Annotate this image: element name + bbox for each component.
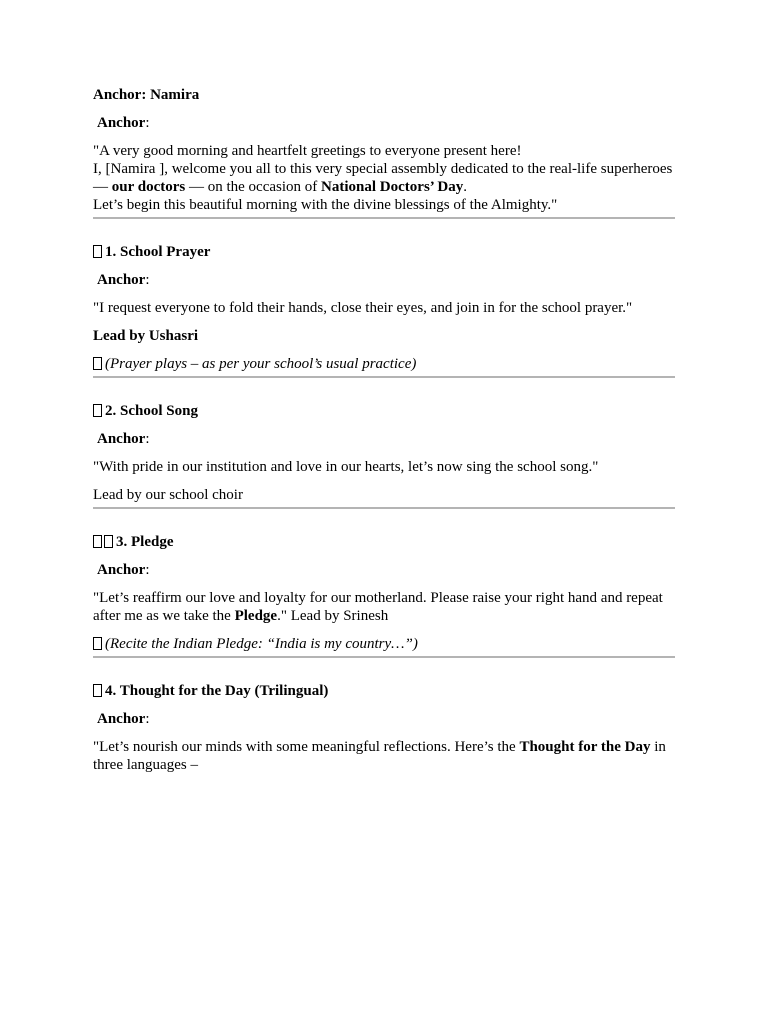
thought-text [93,738,675,774]
anchor-colon: : [145,711,150,727]
anchor-label: Anchor [97,272,146,288]
missing-glyph-icon [93,535,102,548]
missing-glyph-icon [93,245,102,258]
pledge-note [93,635,675,653]
anchor-colon: : [145,272,150,288]
prayer-note-text: (Prayer plays – as per your school’s usual practice) [105,356,417,372]
anchor-label-line [93,430,675,448]
pledge-text-bold: Pledge [234,608,278,624]
thought-text-bold: Thought for the Day [519,739,651,755]
divider [93,507,675,509]
anchor-label-line [93,114,675,132]
section-heading-text: 1. School Prayer [105,244,211,260]
anchor-colon: : [145,562,150,578]
intro-line-2-end: . [463,179,467,195]
pledge-text-pre: "Let’s reaffirm our love and loyalty for our motherland. Please raise your right hand and repeat after me as we take the [93,590,663,624]
intro-line-2-mid: — on the occasion of [185,179,322,195]
intro-bold-doctors-day: National Doctors’ Day [321,179,464,195]
section-heading-pledge [93,533,675,551]
divider [93,217,675,219]
prayer-note [93,355,675,373]
intro-line-3: Let’s begin this beautiful morning with the divine blessings of the Almighty." [93,197,558,213]
section-heading-text: 4. Thought for the Day (Trilingual) [105,683,329,699]
thought-text-pre: "Let’s nourish our minds with some meaningful reflections. Here’s the [93,739,520,755]
song-text: "With pride in our institution and love in our hearts, let’s now sing the school song." [93,459,599,475]
section-heading-song [93,402,675,420]
missing-glyph-icon [93,684,102,697]
pledge-note-text: (Recite the Indian Pledge: “India is my country…”) [105,636,418,652]
anchor-label-line [93,710,675,728]
missing-glyph-icon [93,357,102,370]
thought-text-post: in three languages – [93,739,666,773]
anchor-label: Anchor [97,562,146,578]
missing-glyph-icon [93,404,102,417]
anchor-label: Anchor [97,431,146,447]
intro-bold-doctors: our doctors [111,179,186,195]
section-heading-text: 2. School Song [105,403,198,419]
anchor-label-line [93,561,675,579]
intro-line-2-pre: I, [Namira ], welcome you all to this very special assembly dedicated to the real-life superheroes — [93,161,673,195]
intro-paragraph [93,142,675,214]
anchor-label: Anchor [97,711,146,727]
pledge-text [93,589,675,625]
divider [93,376,675,378]
section-heading-text: 3. Pledge [116,534,174,550]
document-page [93,86,675,784]
document-title: Anchor: Namira [93,87,200,103]
section-heading-thought [93,682,675,700]
anchor-label: Anchor [97,115,146,131]
intro-line-1: "A very good morning and heartfelt greetings to everyone present here! [93,143,522,159]
song-lead: Lead by our school choir [93,487,243,503]
pledge-text-post: ." Lead by Srinesh [277,608,389,624]
missing-glyph-icon [104,535,113,548]
prayer-lead: Lead by Ushasri [93,328,199,344]
divider [93,656,675,658]
anchor-label-line [93,271,675,289]
anchor-colon: : [145,115,150,131]
section-heading-prayer [93,243,675,261]
anchor-colon: : [145,431,150,447]
missing-glyph-icon [93,637,102,650]
prayer-text: "I request everyone to fold their hands, close their eyes, and join in for the school prayer." [93,300,633,316]
